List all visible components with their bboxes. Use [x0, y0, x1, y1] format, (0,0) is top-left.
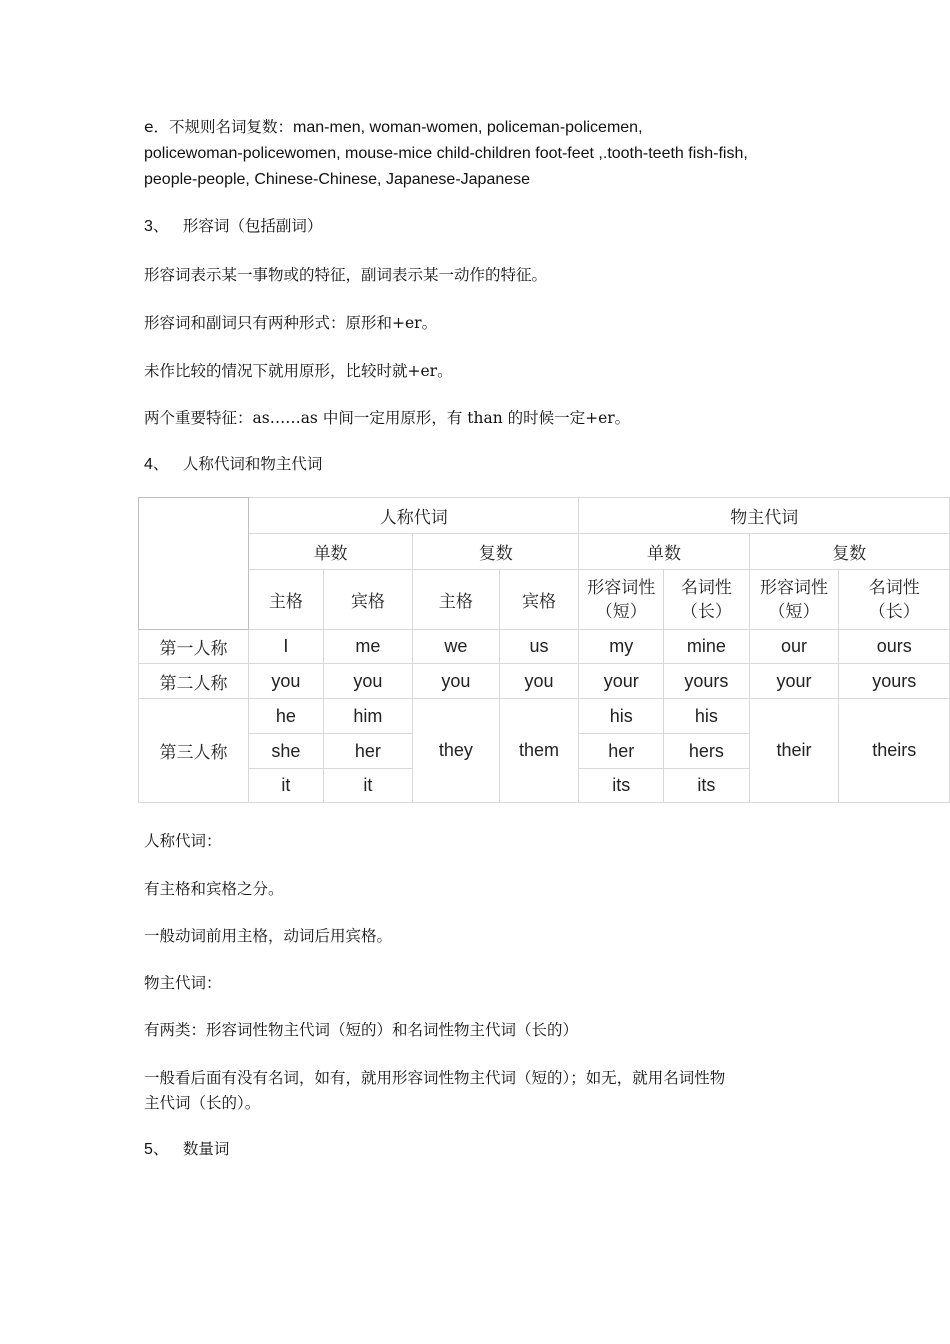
adjective-paragraph-2: 形容词和副词只有两种形式：原形和+er。	[144, 314, 438, 332]
table-cell: my	[579, 630, 664, 664]
possessive-pronoun-note-2-line-1: 一般看后面有没有名词，如有，就用形容词性物主代词（短的）；如无，就用名词性物	[144, 1069, 726, 1087]
second-person-row	[139, 664, 950, 699]
adjective-possessive-label: 形容词性	[760, 577, 829, 598]
section-3-title: 形容词（包括副词）	[182, 217, 323, 235]
section-5-title: 数量词	[182, 1140, 230, 1158]
table-cell: yours	[839, 664, 950, 699]
section-3-heading	[144, 213, 322, 236]
table-cell: you	[413, 664, 500, 699]
possessive-plural-header: 复数	[749, 534, 949, 570]
table-cell: you	[249, 664, 324, 699]
table-cell: their	[749, 699, 839, 803]
irregular-plurals-line-2: policewoman-policewomen, mouse-mice child-children foot-feet ,.tooth-teeth fish-fish,	[144, 145, 748, 162]
noun-possessive-header	[839, 570, 950, 630]
section-3-number: 3、	[144, 218, 169, 235]
table-cell: his	[664, 699, 750, 734]
table-cell: you	[323, 664, 412, 699]
noun-possessive-header	[664, 570, 750, 630]
section-4-number: 4、	[144, 456, 169, 473]
table-cell: it	[249, 769, 324, 803]
table-cell: our	[749, 630, 839, 664]
table-cell: her	[323, 734, 412, 769]
irregular-plurals-paragraph	[144, 114, 824, 193]
table-cell: he	[249, 699, 324, 734]
table-cell: its	[579, 769, 664, 803]
first-person-row	[139, 630, 950, 664]
possessive-pronoun-note-2-line-2: 主代词（长的）。	[144, 1094, 261, 1112]
irregular-plurals-line-3: people-people, Chinese-Chinese, Japanese-Japanese	[144, 171, 531, 188]
personal-plural-header: 复数	[413, 534, 579, 570]
adjective-possessive-short: （短）	[595, 601, 647, 622]
third-person-label: 第三人称	[139, 699, 249, 803]
noun-possessive-label: 名词性	[680, 577, 732, 598]
table-cell: its	[664, 769, 750, 803]
adjective-possessive-header	[579, 570, 664, 630]
pronoun-table	[138, 497, 950, 803]
table-cell: we	[413, 630, 500, 664]
possessive-pronoun-note-1: 有两类：形容词性物主代词（短的）和名词性物主代词（长的）	[144, 1021, 579, 1039]
personal-pronoun-header: 人称代词	[249, 498, 579, 534]
adjective-possessive-header	[749, 570, 839, 630]
table-cell: theirs	[839, 699, 950, 803]
table-cell: it	[323, 769, 412, 803]
personal-singular-header: 单数	[249, 534, 413, 570]
adjective-possessive-label: 形容词性	[587, 577, 656, 598]
irregular-plurals-line-1: man-men, woman-women, policeman-policemen,	[293, 119, 643, 136]
personal-pronoun-note-1: 有主格和宾格之分。	[144, 880, 284, 898]
possessive-pronoun-header: 物主代词	[579, 498, 950, 534]
table-cell: your	[579, 664, 664, 699]
table-cell: you	[499, 664, 579, 699]
section-5-heading	[144, 1136, 229, 1159]
adjective-paragraph-4: 两个重要特征：as……as 中间一定用原形，有 than 的时候一定+er。	[144, 409, 631, 427]
table-cell: mine	[664, 630, 750, 664]
table-cell: your	[749, 664, 839, 699]
third-person-row	[139, 699, 950, 734]
table-cell: her	[579, 734, 664, 769]
possessive-pronoun-note-heading: 物主代词：	[144, 974, 222, 992]
table-cell: us	[499, 630, 579, 664]
section-4-heading	[144, 451, 322, 474]
irregular-plurals-label: e．不规则名词复数：	[144, 118, 294, 136]
noun-possessive-label: 名词性	[868, 577, 920, 598]
table-cell: she	[249, 734, 324, 769]
noun-possessive-long: （长）	[868, 601, 920, 622]
first-person-label: 第一人称	[139, 630, 249, 664]
table-cell: me	[323, 630, 412, 664]
table-cell: they	[413, 699, 500, 803]
table-corner-cell	[139, 498, 249, 630]
section-4-title: 人称代词和物主代词	[182, 455, 323, 473]
second-person-label: 第二人称	[139, 664, 249, 699]
table-cell: his	[579, 699, 664, 734]
section-5-number: 5、	[144, 1141, 169, 1158]
object-case-header: 宾格	[499, 570, 579, 630]
table-cell: hers	[664, 734, 750, 769]
adjective-possessive-short: （短）	[768, 601, 820, 622]
noun-possessive-long: （长）	[680, 601, 732, 622]
personal-pronoun-note-2: 一般动词前用主格，动词后用宾格。	[144, 927, 393, 945]
table-cell: them	[499, 699, 579, 803]
object-case-header: 宾格	[323, 570, 412, 630]
table-cell: ours	[839, 630, 950, 664]
adjective-paragraph-3: 未作比较的情况下就用原形，比较时就+er。	[144, 362, 453, 380]
possessive-singular-header: 单数	[579, 534, 749, 570]
table-cell: I	[249, 630, 324, 664]
table-cell: him	[323, 699, 412, 734]
personal-pronoun-note-heading: 人称代词：	[144, 832, 222, 850]
subject-case-header: 主格	[249, 570, 324, 630]
subject-case-header: 主格	[413, 570, 500, 630]
table-cell: yours	[664, 664, 750, 699]
adjective-paragraph-1: 形容词表示某一事物或的特征，副词表示某一动作的特征。	[144, 266, 548, 284]
